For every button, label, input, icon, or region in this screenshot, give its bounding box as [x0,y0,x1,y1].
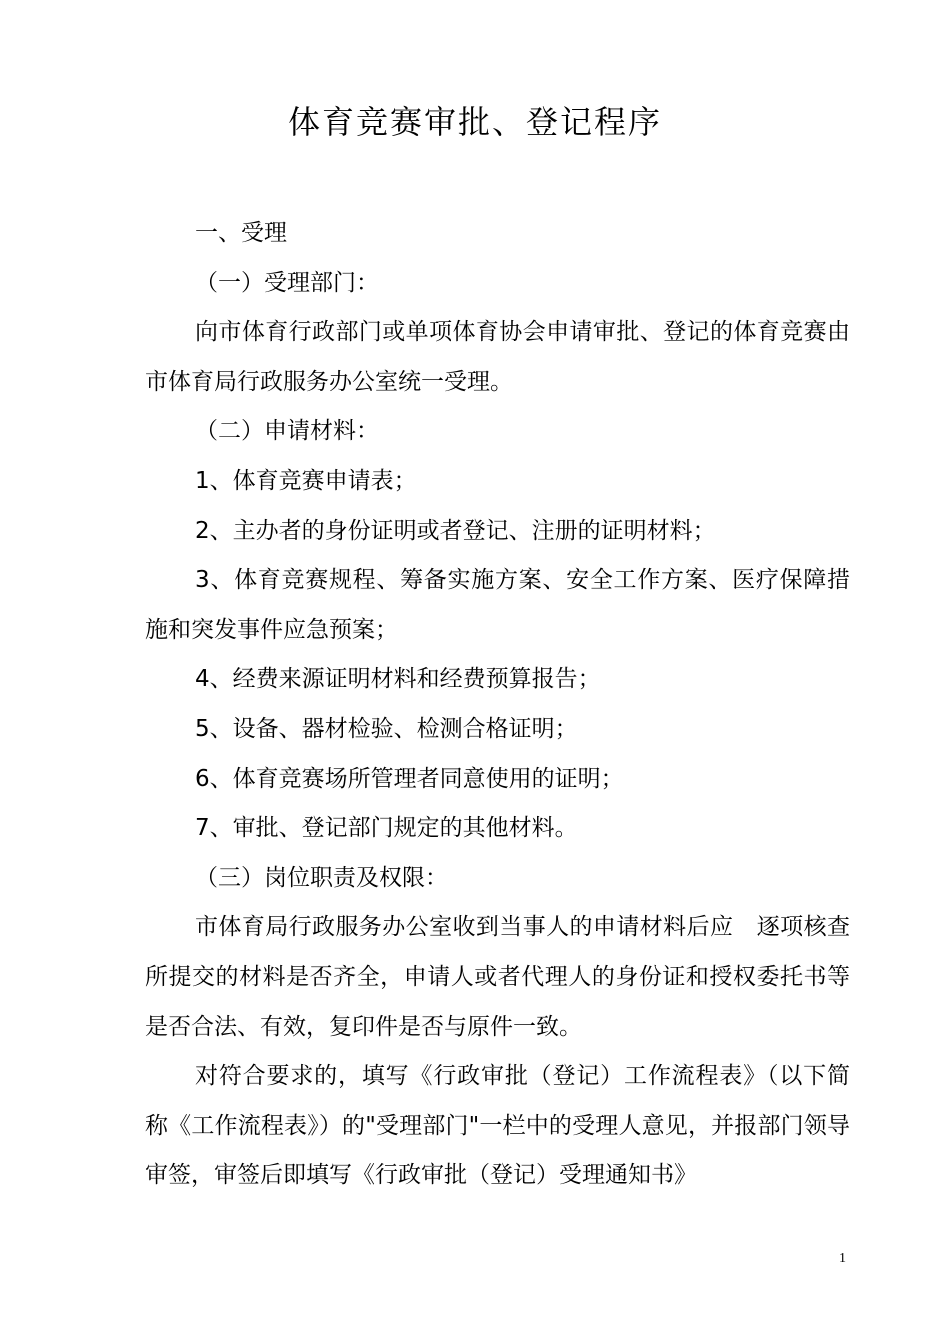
list-item-material-6: 6、体育竞赛场所管理者同意使用的证明； [195,765,624,792]
document-title: 体育竞赛审批、登记程序 [287,103,662,141]
section-heading-acceptance: 一、受理 [195,220,287,246]
list-item-material-1: 1、体育竞赛申请表； [195,467,417,494]
list-item-material-2: 2、主办者的身份证明或者登记、注册的证明材料； [195,517,716,544]
subsection-heading-materials: （二）申请材料： [195,418,379,445]
list-item-material-3: 3、体育竞赛规程、筹备实施方案、安全工作方案、医疗保障措施和突发事件应急预案； [145,567,850,643]
list-item-material-7: 7、审批、登记部门规定的其他材料。 [195,815,578,842]
subsection-heading-duties: （三）岗位职责及权限： [195,864,448,891]
document-body [145,209,850,1201]
paragraph-duties-text: 市体育局行政服务办公室收到当事人的申请材料后应 逐项核查所提交的材料是否齐全，申请人或者代理人的身份证和授权委托书等是否合法、有效，复印件是否与原件一致。 [145,914,850,1040]
subsection-heading-department: （一）受理部门： [195,269,379,296]
paragraph-procedure-text: 对符合要求的，填写《行政审批（登记）工作流程表》（以下简称《工作流程表》）的"受理部门"一栏中的受理人意见，并报部门领导审签，审签后即填写《行政审批（登记）受理通知书》 [145,1063,850,1189]
list-item-material-5: 5、设备、器材检验、检测合格证明； [195,715,578,742]
page-number: 1 [839,1251,846,1266]
list-item-material-4: 4、经费来源证明材料和经费预算报告； [195,666,601,693]
paragraph-department-text: 向市体育行政部门或单项体育协会申请审批、登记的体育竞赛由市体育局行政服务办公室统一受理。 [145,319,850,395]
